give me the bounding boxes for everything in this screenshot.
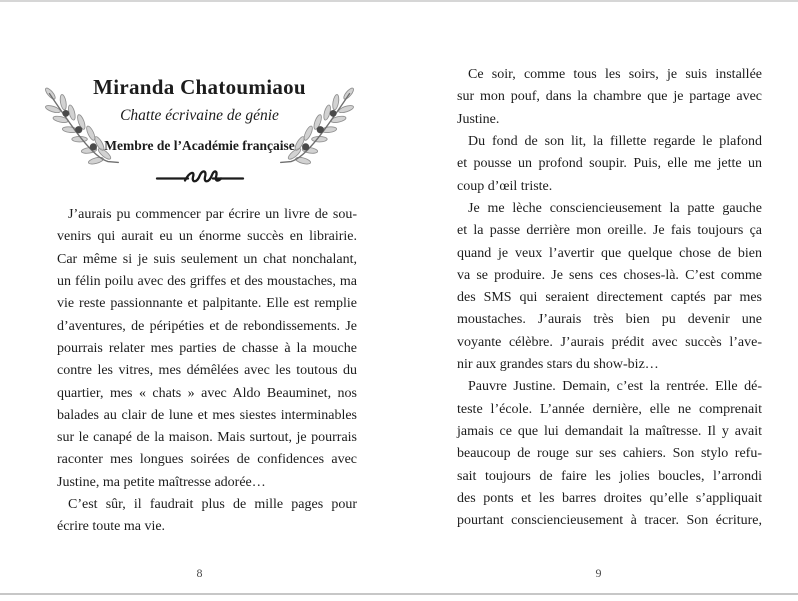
right-page-text <box>457 64 762 533</box>
text-line: Je me lèche consciencieusement la patte gauche <box>468 200 762 216</box>
text-line: pourtant consciencieusement à tracer. Son écriture, <box>457 513 762 529</box>
text-line: venirs qui aurait eu un énorme succès en librairie. <box>57 229 357 245</box>
author-title: Miranda Chatoumiaou <box>93 75 306 99</box>
text-line: J’aurais pu commencer par écrire un livre de sou- <box>68 207 357 222</box>
text-line: jamais ce que lui demandait la maîtresse. Il y avait <box>457 424 762 439</box>
text-line: Ce soir, comme tous les soirs, je suis installée <box>468 67 762 82</box>
right-page-number: 9 <box>595 566 602 580</box>
text-line: C’est sûr, il faudrait plus de mille pages pour <box>68 497 357 513</box>
text-line: Justine, ma petite maîtresse adorée… <box>57 474 266 490</box>
text-line: raconter mes longues soirées de confidences avec <box>57 452 357 468</box>
text-line: nir aux grandes stars du show-biz… <box>457 357 659 373</box>
text-line: des SMS qui seraient directement captés par mes <box>457 290 762 306</box>
text-line: coup d’œil triste. <box>457 178 553 194</box>
text-line: pourrais relater mes parties de chasse à la mouche <box>57 340 357 356</box>
left-page-text <box>57 204 357 539</box>
text-line: teste l’école. L’année dernière, elle ne comprenait <box>457 401 762 417</box>
text-line: sur mon pouf, dans la chambre que je partage avec <box>457 89 762 105</box>
text-line: voyante célèbre. J’aurais prédit avec succès l’ave- <box>457 334 762 350</box>
right-page <box>399 0 798 601</box>
text-line: Du fond de son lit, la fillette regarde le plafond <box>468 133 762 149</box>
text-line: balades au clair de lune et mes siestes interminables <box>57 407 357 423</box>
text-line: va se produire. Je sens ces choses-là. C’est comme <box>457 267 762 283</box>
text-line: Car même si je suis seulement un chat nonchalant, <box>57 251 357 267</box>
text-line: d’aventures, de péripéties et de rebondissements. Je <box>57 318 357 334</box>
left-page-number: 8 <box>196 566 203 580</box>
text-line: Justine. <box>457 111 500 127</box>
text-line: quand je veux l’avertir que quelque chose de bien <box>457 245 762 261</box>
text-line: sait toujours de faire les jolies boucles, l’arrondi <box>457 468 762 484</box>
rope-squiggle-divider-icon <box>0 169 399 192</box>
author-role: Membre de l’Académie française <box>104 138 295 153</box>
page-bottom-edge <box>0 593 798 595</box>
text-line: moustaches. J’aurais très bien pu devenir une <box>457 312 762 328</box>
text-line: des ponts et les barres droites qu’elle s’appliquait <box>457 490 762 506</box>
text-line: vie reste passionnante et palpitante. Elle est remplie <box>57 296 357 312</box>
text-line: contre les vitres, mes démêlées avec les toutous du <box>57 363 357 379</box>
text-line: écrire toute ma vie. <box>57 519 166 535</box>
text-line: Pauvre Justine. Demain, c’est la rentrée. Elle dé- <box>468 379 762 395</box>
text-line: sur le canapé de la maison. Mais surtout, je pourrais <box>57 430 357 446</box>
author-subtitle: Chatte écrivaine de génie <box>120 107 279 124</box>
text-line: beaucoup de rouge sur ses cahiers. Son stylo refu- <box>457 446 762 462</box>
text-line: quartier, mes « chats » avec Aldo Beauminet, nos <box>57 385 357 401</box>
text-line: et pousse un profond soupir. Puis, elle me jette un <box>457 156 762 172</box>
text-line: un félin poilu avec des griffes et des moustaches, ma <box>57 273 357 289</box>
text-line: et la passe derrière mon oreille. Je fais toujours ça <box>457 223 762 239</box>
